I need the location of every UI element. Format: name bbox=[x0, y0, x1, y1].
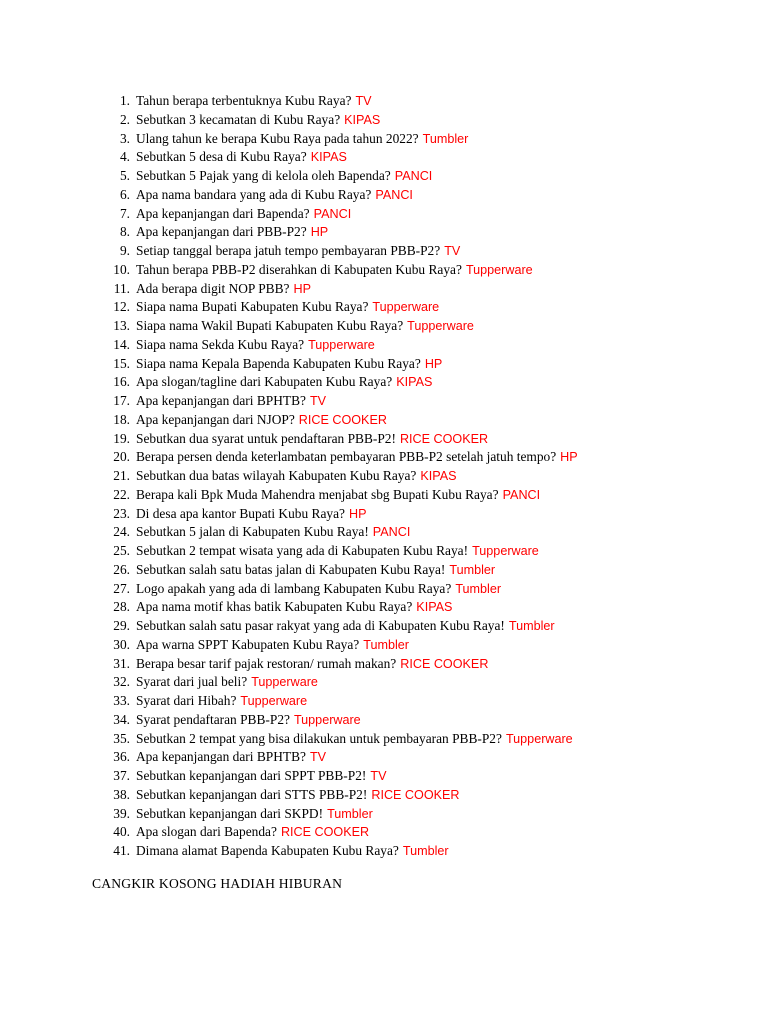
question-text: Sebutkan salah satu pasar rakyat yang ada di Kabupaten Kubu Raya! bbox=[136, 618, 505, 633]
question-text: Siapa nama Wakil Bupati Kabupaten Kubu Raya? bbox=[136, 318, 404, 333]
prize-label: Tupperware bbox=[372, 300, 440, 315]
question-text: Apa kepanjangan dari PBB-P2? bbox=[136, 224, 307, 240]
question-text: Berapa persen denda keterlambatan pembayaran PBB-P2 setelah jatuh tempo? bbox=[136, 449, 557, 465]
question-text: Apa warna SPPT Kabupaten Kubu Raya? bbox=[136, 636, 360, 652]
question-text: Sebutkan kepanjangan dari SPPT PBB-P2! bbox=[136, 768, 367, 783]
question-text: Sebutkan 5 jalan di Kabupaten Kubu Raya! bbox=[136, 524, 369, 540]
question-text: Di desa apa kantor Bupati Kubu Raya? bbox=[136, 505, 345, 521]
prize-label: RICE COOKER bbox=[371, 787, 460, 802]
question-item bbox=[104, 505, 578, 524]
question-item bbox=[104, 317, 578, 336]
question-text: Syarat dari Hibah? bbox=[136, 693, 237, 708]
question-text: Apa kepanjangan dari BPHTB? bbox=[136, 749, 306, 765]
question-item bbox=[104, 186, 578, 205]
question-item bbox=[104, 242, 578, 261]
question-number: 19. bbox=[113, 430, 130, 446]
question-number: 21. bbox=[113, 468, 130, 483]
prize-label: Tumbler bbox=[449, 562, 496, 577]
prize-label: HP bbox=[348, 506, 367, 521]
prize-label: TV bbox=[370, 769, 387, 783]
question-number: 35. bbox=[113, 730, 130, 746]
question-item bbox=[104, 542, 578, 561]
question-text: Sebutkan 5 desa di Kubu Raya? bbox=[136, 149, 307, 165]
prize-label: Tumbler bbox=[402, 844, 449, 858]
question-item bbox=[104, 167, 578, 186]
question-number: 23. bbox=[113, 505, 130, 521]
question-number: 4. bbox=[119, 149, 130, 165]
question-number: 16. bbox=[113, 374, 130, 390]
prize-label: Tumbler bbox=[363, 637, 409, 652]
question-text: Sebutkan kepanjangan dari SKPD! bbox=[136, 805, 324, 821]
question-item bbox=[104, 355, 578, 374]
question-text: Sebutkan dua batas wilayah Kabupaten Kubu Raya? bbox=[136, 468, 417, 483]
question-item bbox=[104, 148, 578, 167]
question-item bbox=[104, 430, 578, 449]
question-number: 1. bbox=[119, 93, 130, 108]
prize-label: TV bbox=[444, 244, 461, 258]
question-text: Apa slogan/tagline dari Kabupaten Kubu Raya? bbox=[136, 374, 393, 390]
question-text: Sebutkan 2 tempat yang bisa dilakukan untuk pembayaran PBB-P2? bbox=[136, 730, 502, 746]
question-text: Berapa kali Bpk Muda Mahendra menjabat sbg Bupati Kubu Raya? bbox=[136, 486, 499, 502]
question-text: Dimana alamat Bapenda Kabupaten Kubu Raya? bbox=[136, 843, 399, 858]
question-item bbox=[104, 111, 578, 130]
question-item bbox=[104, 205, 578, 224]
question-number: 8. bbox=[119, 224, 130, 240]
prize-label: KIPAS bbox=[344, 112, 381, 127]
question-number: 10. bbox=[113, 261, 130, 277]
prize-label: RICE COOKER bbox=[399, 431, 489, 446]
prize-label: Tupperware bbox=[407, 319, 474, 333]
prize-label: Tupperware bbox=[308, 337, 375, 352]
question-number: 29. bbox=[113, 618, 130, 633]
prize-label: KIPAS bbox=[396, 375, 433, 390]
prize-label: HP bbox=[310, 225, 329, 240]
prize-label: HP bbox=[293, 281, 311, 296]
question-number: 27. bbox=[113, 580, 130, 596]
prize-label: Tumbler bbox=[422, 131, 469, 146]
question-number: 15. bbox=[113, 355, 130, 371]
question-text: Siapa nama Kepala Bapenda Kabupaten Kubu Raya? bbox=[136, 355, 421, 371]
question-text: Sebutkan 2 tempat wisata yang ada di Kabupaten Kubu Raya! bbox=[136, 543, 469, 558]
question-number: 12. bbox=[113, 299, 130, 315]
question-number: 31. bbox=[113, 655, 130, 671]
question-number: 25. bbox=[113, 543, 130, 558]
question-text: Tahun berapa PBB-P2 diserahkan di Kabupaten Kubu Raya? bbox=[136, 261, 462, 277]
prize-label: KIPAS bbox=[420, 469, 457, 483]
question-text: Ada berapa digit NOP PBB? bbox=[136, 280, 290, 296]
question-item bbox=[104, 561, 578, 580]
question-item bbox=[104, 261, 578, 280]
prize-label: Tumbler bbox=[455, 581, 502, 596]
question-number: 24. bbox=[113, 524, 130, 540]
question-item bbox=[104, 298, 578, 317]
question-text: Setiap tanggal berapa jatuh tempo pembayaran PBB-P2? bbox=[136, 243, 441, 258]
prize-label: RICE COOKER bbox=[280, 825, 370, 840]
question-text: Apa nama motif khas batik Kabupaten Kubu Raya? bbox=[136, 599, 413, 615]
question-number: 39. bbox=[113, 805, 130, 821]
prize-label: KIPAS bbox=[416, 600, 453, 615]
question-item bbox=[104, 748, 578, 767]
question-item bbox=[104, 636, 578, 655]
question-item bbox=[104, 448, 578, 467]
question-text: Siapa nama Bupati Kabupaten Kubu Raya? bbox=[136, 299, 369, 315]
question-text: Apa kepanjangan dari Bapenda? bbox=[136, 205, 310, 221]
question-item bbox=[104, 767, 578, 786]
question-item bbox=[104, 692, 578, 711]
question-number: 2. bbox=[119, 111, 130, 127]
question-text: Berapa besar tarif pajak restoran/ rumah makan? bbox=[136, 655, 397, 671]
question-item bbox=[104, 580, 578, 599]
question-number: 6. bbox=[119, 186, 130, 202]
question-text: Tahun berapa terbentuknya Kubu Raya? bbox=[136, 93, 352, 108]
prize-label: Tupperware bbox=[472, 544, 539, 558]
question-item bbox=[104, 411, 578, 430]
question-number: 11. bbox=[113, 280, 130, 296]
question-item bbox=[104, 711, 578, 730]
question-number: 34. bbox=[113, 711, 130, 727]
question-item bbox=[104, 842, 578, 861]
prize-label: HP bbox=[424, 356, 443, 371]
question-item bbox=[104, 280, 578, 299]
question-number: 30. bbox=[113, 636, 130, 652]
question-item bbox=[104, 617, 578, 636]
prize-label: RICE COOKER bbox=[298, 412, 387, 427]
question-item bbox=[104, 655, 578, 674]
question-number: 37. bbox=[113, 768, 130, 783]
question-text: Sebutkan salah satu batas jalan di Kabupaten Kubu Raya! bbox=[136, 561, 446, 577]
prize-label: RICE COOKER bbox=[400, 656, 489, 671]
question-number: 22. bbox=[113, 486, 130, 502]
question-item bbox=[104, 130, 578, 149]
question-item bbox=[104, 223, 578, 242]
question-number: 7. bbox=[119, 205, 130, 221]
question-number: 14. bbox=[113, 336, 130, 352]
prize-label: TV bbox=[355, 94, 372, 108]
footer-note: CANGKIR KOSONG HADIAH HIBURAN bbox=[92, 876, 343, 891]
question-item bbox=[104, 730, 578, 749]
question-text: Apa slogan dari Bapenda? bbox=[136, 824, 277, 840]
question-text: Sebutkan 5 Pajak yang di kelola oleh Bapenda? bbox=[136, 168, 391, 183]
question-text: Apa kepanjangan dari BPHTB? bbox=[136, 393, 306, 408]
question-item bbox=[104, 805, 578, 824]
prize-label: PANCI bbox=[394, 169, 433, 183]
prize-label: Tupperware bbox=[465, 262, 533, 277]
question-number: 20. bbox=[113, 449, 130, 465]
prize-label: KIPAS bbox=[310, 150, 347, 165]
prize-label: PANCI bbox=[502, 487, 541, 502]
question-number: 28. bbox=[113, 599, 130, 615]
prize-label: PANCI bbox=[372, 525, 411, 540]
question-text: Syarat dari jual beli? bbox=[136, 674, 248, 690]
question-item bbox=[104, 823, 578, 842]
question-number: 36. bbox=[113, 749, 130, 765]
prize-label: TV bbox=[309, 394, 327, 408]
question-text: Sebutkan 3 kecamatan di Kubu Raya? bbox=[136, 111, 341, 127]
prize-label: Tupperware bbox=[251, 675, 318, 690]
question-number: 18. bbox=[113, 411, 130, 427]
prize-label: TV bbox=[309, 750, 327, 765]
question-number: 5. bbox=[119, 168, 130, 183]
question-number: 17. bbox=[113, 393, 130, 408]
question-item bbox=[104, 786, 578, 805]
question-number: 9. bbox=[119, 243, 130, 258]
question-number: 3. bbox=[119, 130, 130, 146]
question-item bbox=[104, 598, 578, 617]
prize-label: Tupperware bbox=[505, 731, 573, 746]
question-text: Sebutkan dua syarat untuk pendaftaran PBB-P2! bbox=[136, 430, 396, 446]
question-number: 26. bbox=[113, 561, 130, 577]
question-item bbox=[104, 673, 578, 692]
question-text: Logo apakah yang ada di lambang Kabupaten Kubu Raya? bbox=[136, 580, 452, 596]
prize-label: PANCI bbox=[313, 206, 352, 221]
question-text: Siapa nama Sekda Kubu Raya? bbox=[136, 336, 305, 352]
question-item bbox=[104, 92, 578, 111]
prize-label: Tumbler bbox=[508, 619, 555, 633]
question-number: 41. bbox=[113, 843, 130, 858]
prize-label: Tumbler bbox=[327, 806, 373, 821]
question-item bbox=[104, 486, 578, 505]
question-number: 13. bbox=[113, 318, 130, 333]
question-text: Sebutkan kepanjangan dari STTS PBB-P2! bbox=[136, 786, 368, 802]
question-text: Apa kepanjangan dari NJOP? bbox=[136, 411, 295, 427]
prize-label: PANCI bbox=[375, 187, 413, 202]
prize-label: HP bbox=[560, 450, 578, 465]
question-text: Ulang tahun ke berapa Kubu Raya pada tahun 2022? bbox=[136, 130, 419, 146]
question-number: 38. bbox=[113, 786, 130, 802]
question-text: Apa nama bandara yang ada di Kubu Raya? bbox=[136, 186, 372, 202]
question-list bbox=[104, 92, 578, 861]
question-item bbox=[104, 392, 578, 411]
question-item bbox=[104, 336, 578, 355]
question-item bbox=[104, 467, 578, 486]
prize-label: Tupperware bbox=[293, 712, 361, 727]
question-number: 40. bbox=[113, 824, 130, 840]
question-number: 32. bbox=[113, 674, 130, 690]
question-item bbox=[104, 523, 578, 542]
question-item bbox=[104, 373, 578, 392]
question-text: Syarat pendaftaran PBB-P2? bbox=[136, 711, 290, 727]
prize-label: Tupperware bbox=[240, 694, 308, 708]
question-number: 33. bbox=[113, 693, 130, 708]
